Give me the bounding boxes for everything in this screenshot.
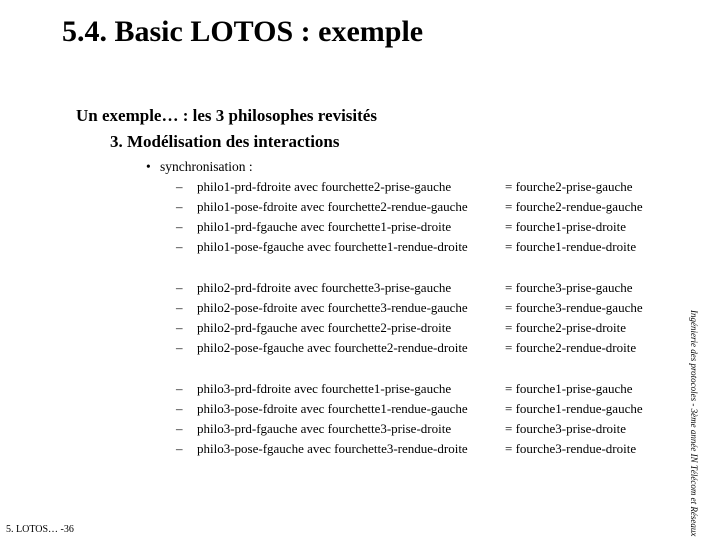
sync-row [176, 399, 676, 419]
sync-equiv: = fourche3-prise-droite [505, 421, 627, 436]
dash-marker: – [176, 381, 183, 396]
section-heading: Un exemple… : les 3 philosophes revisités [76, 106, 377, 125]
section-subheading: 3. Modélisation des interactions [110, 132, 340, 151]
sync-equiv: = fourche1-rendue-droite [505, 239, 637, 254]
dash-marker: – [176, 239, 183, 254]
sync-event: philo3-prd-fdroite avec fourchette1-prise-gauche [197, 381, 452, 396]
sync-equiv: = fourche2-rendue-gauche [505, 199, 643, 214]
dash-marker: – [176, 219, 183, 234]
sync-equiv: = fourche3-prise-gauche [505, 280, 633, 295]
sync-event: philo2-prd-fdroite avec fourchette3-prise-gauche [197, 280, 452, 295]
bullet-item [146, 158, 253, 176]
sync-equiv: = fourche2-prise-gauche [505, 179, 633, 194]
dash-marker: – [176, 421, 183, 436]
dash-marker: – [176, 441, 183, 456]
sync-row [176, 177, 676, 197]
sync-equiv: = fourche2-rendue-droite [505, 340, 637, 355]
sync-equiv: = fourche3-rendue-droite [505, 441, 637, 456]
sync-event: philo1-pose-fdroite avec fourchette2-rendue-gauche [197, 199, 468, 214]
side-course-note: Ingénierie des protocoles - 3ème année IN Télécom et Réseaux [689, 310, 699, 537]
sync-group-philo1 [176, 177, 676, 257]
sync-event: philo2-prd-fgauche avec fourchette2-prise-droite [197, 320, 452, 335]
sync-event: philo1-prd-fgauche avec fourchette1-prise-droite [197, 219, 452, 234]
sync-event: philo1-prd-fdroite avec fourchette2-prise-gauche [197, 179, 452, 194]
sync-row [176, 217, 676, 237]
slide-footer: 5. LOTOS… -36 [6, 524, 74, 535]
sync-group-philo3 [176, 379, 676, 459]
dash-marker: – [176, 300, 183, 315]
dash-marker: – [176, 179, 183, 194]
slide-title: 5.4. Basic LOTOS : exemple [62, 15, 424, 48]
sync-row [176, 338, 676, 358]
sync-row [176, 197, 676, 217]
sync-equiv: = fourche1-rendue-gauche [505, 401, 643, 416]
dash-marker: – [176, 340, 183, 355]
sync-event: philo2-pose-fgauche avec fourchette2-rendue-droite [197, 340, 468, 355]
sync-row [176, 439, 676, 459]
dash-marker: – [176, 199, 183, 214]
sync-row [176, 419, 676, 439]
sync-row [176, 278, 676, 298]
sync-event: philo1-pose-fgauche avec fourchette1-rendue-droite [197, 239, 468, 254]
sync-event: philo2-pose-fdroite avec fourchette3-rendue-gauche [197, 300, 468, 315]
dash-marker: – [176, 280, 183, 295]
sync-equiv: = fourche1-prise-droite [505, 219, 627, 234]
bullet-marker: • [146, 159, 151, 174]
sync-equiv: = fourche2-prise-droite [505, 320, 627, 335]
sync-event: philo3-prd-fgauche avec fourchette3-prise-droite [197, 421, 452, 436]
sync-equiv: = fourche3-rendue-gauche [505, 300, 643, 315]
sync-row [176, 318, 676, 338]
sync-event: philo3-pose-fdroite avec fourchette1-rendue-gauche [197, 401, 468, 416]
sync-event: philo3-pose-fgauche avec fourchette3-rendue-droite [197, 441, 468, 456]
dash-marker: – [176, 320, 183, 335]
sync-row [176, 237, 676, 257]
sync-group-philo2 [176, 278, 676, 358]
sync-row [176, 298, 676, 318]
dash-marker: – [176, 401, 183, 416]
sync-equiv: = fourche1-prise-gauche [505, 381, 633, 396]
sync-row [176, 379, 676, 399]
bullet-text: synchronisation : [160, 159, 253, 174]
